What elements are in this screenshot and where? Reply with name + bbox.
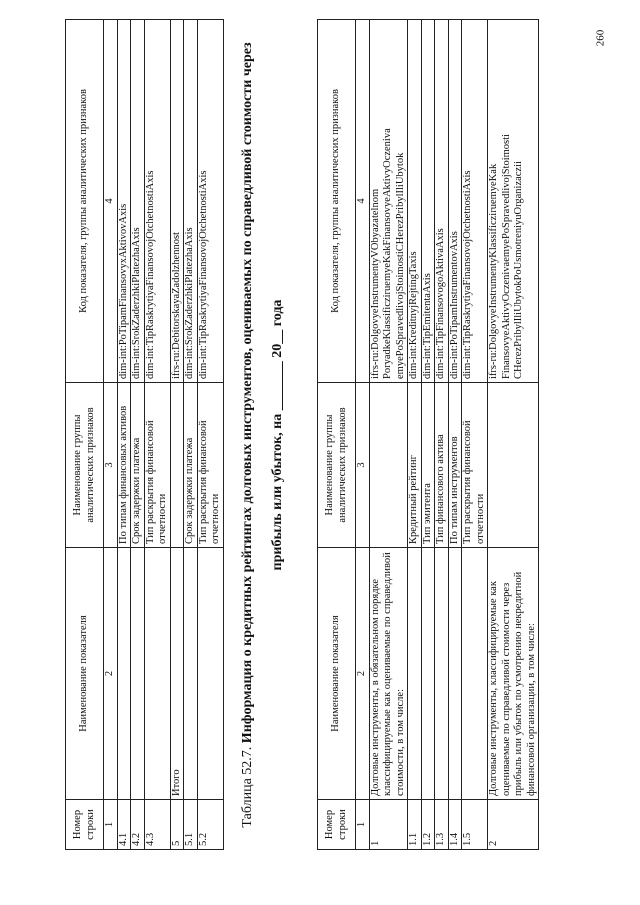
indicator-name: Долговые инструменты, классифицируемые как оцениваемые по справедливой стоимости через прибыль или убыток по усмотрению некредитной финансовой организации, в том числе: [488,548,539,800]
row-number: 4.1 [117,800,131,850]
row-number: 1.5 [462,800,488,850]
indicator-code: ifrs-ru:DebitorskayaZadolzhennost [170,20,184,383]
indicator-code: ifrs-ru:DolgovyeInstrumentyVObyazatelnom PoryadkeKlassificziruemyeKakFinansovyeAktivyOczeniva emyePoSpravedlivojStoimostiCHerezPribylIliUbytok [369,20,408,383]
group-name [488,383,539,548]
table-title-text: Информация о кредитных рейтингах долговых инструментов, оцениваемых по справедливой стоимости через прибыль или убыток, на _______ 20__ года [240,42,285,744]
header-indicator-name: Наименование показателя [318,548,356,800]
group-name [170,383,184,548]
row-number: 5.1 [184,800,198,850]
indicator-name [435,548,449,800]
indicator-name [462,548,488,800]
indicator-code: dim-int:SrokZaderzhkiPlatezhaAxis [131,20,145,383]
row-number: 5.2 [197,800,223,850]
group-name: Срок задержки платежа [131,383,145,548]
group-name: Тип раскрытия финансовой отчетности [197,383,223,548]
indicator-code: dim-int:TipRaskrytiyaFinansovojOtchetnostiAxis [462,20,488,383]
indicator-name [144,548,170,800]
row-number: 5 [170,800,184,850]
indicator-name [131,548,145,800]
table-row [369,20,408,850]
column-number: 3 [104,383,118,548]
indicator-code: ifrs-ru:DolgovyeInstrumentyKlassificziruemyeKak FinansovyeAktivyOczenivaemyePoSpravedlivojStoimosti CHerezPribylIliUbytokPoUsmotreniyuOrganizaczii [488,20,539,383]
column-number: 2 [104,548,118,800]
row-number: 4.2 [131,800,145,850]
group-name: Тип финансового актива [435,383,449,548]
table-title [233,20,293,850]
group-name: Тип раскрытия финансовой отчетности [144,383,170,548]
table-row [117,20,131,850]
indicator-code: dim-int:KreditnyjRejtingTaxis [408,20,422,383]
group-name [369,383,408,548]
group-name: Кредитный рейтинг [408,383,422,548]
indicator-name [197,548,223,800]
table-row [435,20,449,850]
row-number: 1 [369,800,408,850]
table-row [184,20,198,850]
indicator-code: dim-int:PoTipamInstrumentovAxis [448,20,462,383]
header-row-number: Номер строки [66,800,104,850]
group-name: Срок задержки платежа [184,383,198,548]
indicator-name: Долговые инструменты, в обязательном порядке классифицируемые как оцениваемые по справедливой стоимости, в том числе: [369,548,408,800]
rotated-page-content [35,0,615,850]
table-row [408,20,422,850]
row-number: 1.3 [435,800,449,850]
header-indicator-name: Наименование показателя [66,548,104,800]
indicator-name [421,548,435,800]
column-number: 4 [104,20,118,383]
table-title-label: Таблица 52.7. [240,746,255,828]
table-row [170,20,184,850]
indicator-name: Итого [170,548,184,800]
column-number: 3 [356,383,370,548]
indicator-code: dim-int:TipRaskrytiyaFinansovojOtchetnostiAxis [197,20,223,383]
row-number: 4.3 [144,800,170,850]
header-code: Код показателя, группы аналитических признаков [318,20,356,383]
row-number: 1.1 [408,800,422,850]
header-row-number: Номер строки [318,800,356,850]
header-code: Код показателя, группы аналитических признаков [66,20,104,383]
table-row [421,20,435,850]
column-number: 1 [356,800,370,850]
table-row [488,20,539,850]
table-row [462,20,488,850]
indicator-code: dim-int:PoTipamFinansovyxAktivovAxis [117,20,131,383]
indicator-code: dim-int:TipRaskrytiyaFinansovojOtchetnostiAxis [144,20,170,383]
header-group-name: Наименование группы аналитических признаков [66,383,104,548]
group-name: По типам финансовых активов [117,383,131,548]
row-number: 1.2 [421,800,435,850]
table-row [197,20,223,850]
group-name: По типам инструментов [448,383,462,548]
column-number: 2 [356,548,370,800]
group-name: Тип раскрытия финансовой отчетности [462,383,488,548]
indicator-name [448,548,462,800]
indicator-code: dim-int:TipFinansovogoAktivaAxis [435,20,449,383]
column-number: 1 [104,800,118,850]
column-number: 4 [356,20,370,383]
indicator-name [184,548,198,800]
indicator-name [408,548,422,800]
table-52-6-continuation [65,19,224,850]
indicator-name [117,548,131,800]
indicator-code: dim-int:SrokZaderzhkiPlatezhaAxis [184,20,198,383]
row-number: 1.4 [448,800,462,850]
page-number: 260 [594,29,606,47]
table-52-7 [317,19,539,850]
group-name: Тип эмитента [421,383,435,548]
table-row [144,20,170,850]
header-group-name: Наименование группы аналитических признаков [318,383,356,548]
row-number: 2 [488,800,539,850]
indicator-code: dim-int:TipEmitentaAxis [421,20,435,383]
table-row [448,20,462,850]
table-row [131,20,145,850]
